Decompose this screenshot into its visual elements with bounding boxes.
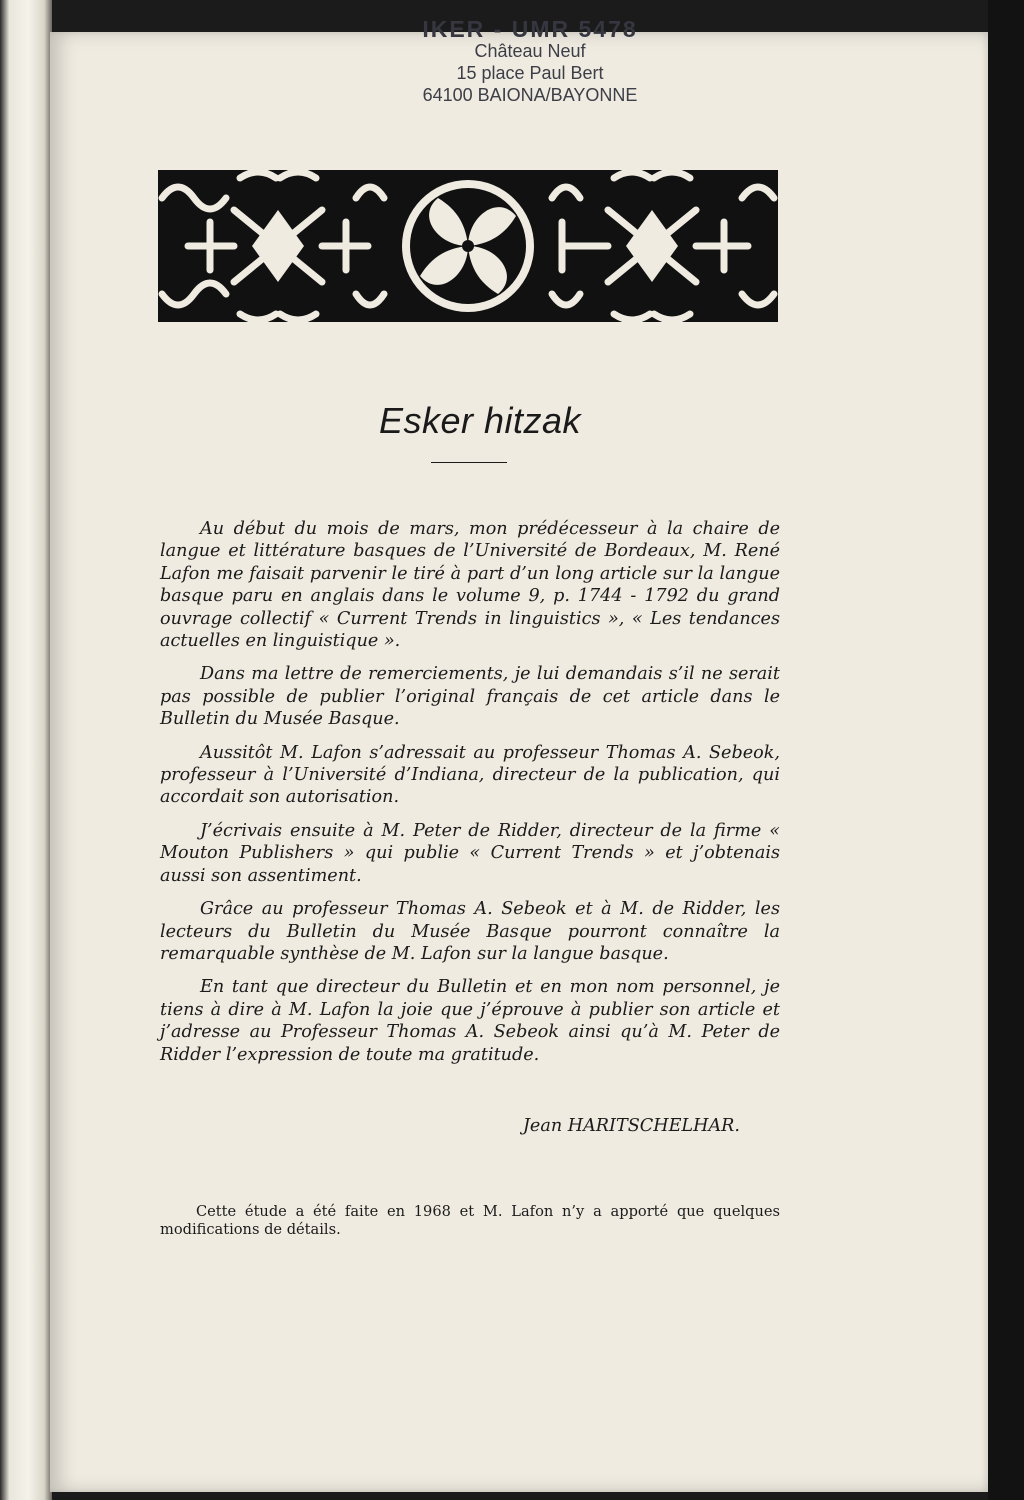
page-title: Esker hitzak xyxy=(378,400,582,441)
author-signature: Jean HARITSCHELHAR. xyxy=(522,1116,740,1136)
paragraph: Aussitôt M. Lafon s’adressait au professeur Thomas A. Sebeok, professeur à l’Université d’Indiana, directeur de la publication, qui accordait son autorisation. xyxy=(160,742,780,808)
paragraph: J’écrivais ensuite à M. Peter de Ridder, directeur de la firme « Mouton Publishers » qui publie « Current Trends » et j’obtenais aussi son assentiment. xyxy=(160,820,780,886)
library-stamp xyxy=(200,18,860,106)
acknowledgement-text xyxy=(160,518,780,1077)
footnote: Cette étude a été faite en 1968 et M. Lafon n’y a apporté que quelques modifications de détails. xyxy=(160,1203,780,1238)
paragraph: En tant que directeur du Bulletin et en mon nom personnel, je tiens à dire à M. Lafon la joie que j’éprouve à publier son article et j’adresse au Professeur Thomas A. Sebeok ainsi qu’à M. Peter de Ridder l’expression de toute ma gratitude. xyxy=(160,977,780,1065)
stamp-city: 64100 BAIONA/BAYONNE xyxy=(422,85,638,105)
stamp-institution: IKER - UMR 5478 xyxy=(422,16,638,42)
paragraph: Grâce au professeur Thomas A. Sebeok et à M. de Ridder, les lecteurs du Bulletin du Musée Basque pourront connaître la remarquable synthèse de M. Lafon sur la langue basque. xyxy=(160,899,780,964)
book-spine xyxy=(0,0,52,1500)
book-edge xyxy=(988,0,1024,1500)
stamp-street: 15 place Paul Bert xyxy=(456,63,604,83)
paragraph: Dans ma lettre de remerciements, je lui demandais s’il ne serait pas possible de publier l’original français de cet article dans le Bulletin du Musée Basque. xyxy=(160,664,780,730)
paragraph: Au début du mois de mars, mon prédécesseur à la chaire de langue et littérature basques de l’Université de Bordeaux, M. René Lafon me faisait parvenir le tiré à part d’un long article sur la langue basque paru en anglais dans le volume 9, p. 1744 - 1792 du grand ouvrage collectif « Current Trends in linguistics », « Les tendances actuelles en linguistique ». xyxy=(160,519,780,652)
basque-lauburu-frieze-icon xyxy=(158,170,778,322)
title-underline xyxy=(431,462,507,463)
stamp-building: Château Neuf xyxy=(474,41,586,61)
